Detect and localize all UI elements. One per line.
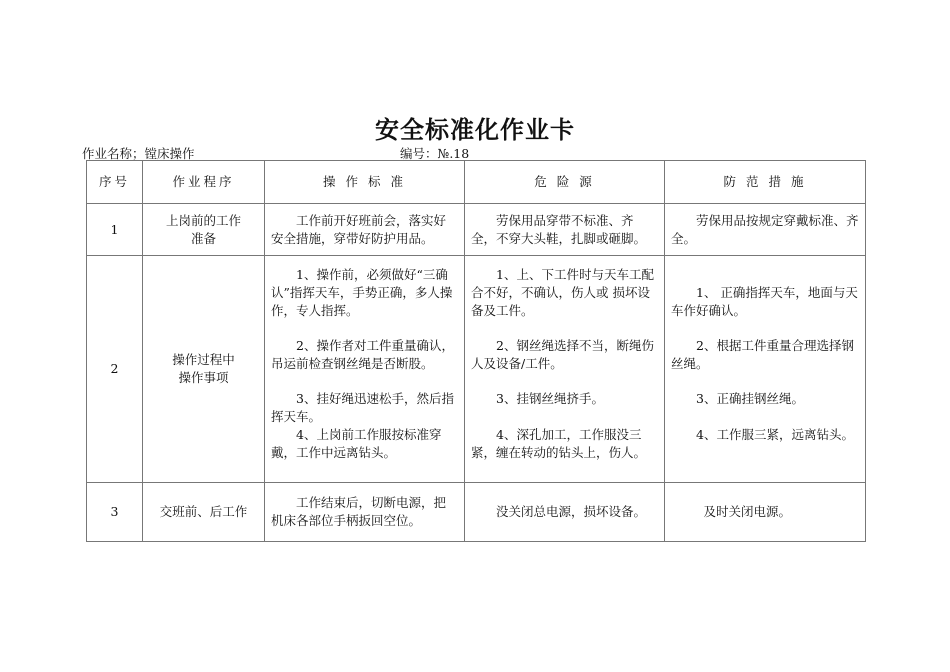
hazard-item: 2、钢丝绳选择不当，断绳伤人及设备/工件。 <box>471 338 654 371</box>
measure-item: 1、 正确指挥天车，地面与天车作好确认。 <box>671 285 858 318</box>
header-hazard: 危 险 源 <box>465 161 665 204</box>
page-title: 安全标准化作业卡 <box>375 116 575 144</box>
table-row <box>87 256 866 483</box>
row-procedure: 交班前、后工作 <box>143 483 265 542</box>
table-row <box>87 204 866 256</box>
measure-item: 4、工作服三紧，远离钻头。 <box>696 427 854 442</box>
header-procedure: 作业程序 <box>143 161 265 204</box>
header-standard: 操 作 标 准 <box>265 161 465 204</box>
header-no: 序号 <box>87 161 143 204</box>
row-measure: 劳保用品按规定穿戴标准、齐全。 <box>665 204 866 256</box>
row-procedure: 操作过程中操作事项 <box>143 256 265 483</box>
standard-item: 2、操作者对工件重量确认，吊运前检查钢丝绳是否断股。 <box>271 338 454 371</box>
row-no: 1 <box>87 204 143 256</box>
row-standard <box>265 256 465 483</box>
row-hazard: 没关闭总电源，损坏设备。 <box>465 483 665 542</box>
row-hazard: 劳保用品穿带不标准、齐全，不穿大头鞋，扎脚或砸脚。 <box>465 204 665 256</box>
hazard-item: 4、深孔加工，工作服没三紧，缠在转动的钻头上，伤人。 <box>471 427 647 460</box>
job-name: 作业名称；镗床操作 <box>82 146 195 161</box>
hazard-item: 1、上、下工件时与天车工配合不好，不确认，伤人或 损坏设备及工件。 <box>471 267 654 318</box>
table-row <box>87 483 866 542</box>
row-standard: 工作前开好班前会，落实好安全措施，穿带好防护用品。 <box>265 204 465 256</box>
row-standard: 工作结束后，切断电源，把机床各部位手柄扳回空位。 <box>265 483 465 542</box>
row-procedure: 上岗前的工作准备 <box>143 204 265 256</box>
row-no: 3 <box>87 483 143 542</box>
row-hazard <box>465 256 665 483</box>
measure-item: 3、正确挂钢丝绳。 <box>696 391 804 406</box>
standard-item: 1、操作前，必须做好“三确认”指挥天车，手势正确，多人操作，专人指挥。 <box>271 267 453 318</box>
standard-item: 4、上岗前工作服按标准穿戴，工作中远离钻头。 <box>271 427 442 460</box>
row-measure: 及时关闭电源。 <box>665 483 866 542</box>
work-card-table <box>86 160 866 542</box>
table-header-row <box>87 161 866 204</box>
row-measure <box>665 256 866 483</box>
hazard-item: 3、挂钢丝绳挤手。 <box>496 391 604 406</box>
measure-item: 2、根据工件重量合理选择钢丝绳。 <box>671 338 854 371</box>
card-number: 编号：№.18 <box>400 146 470 161</box>
header-measure: 防 范 措 施 <box>665 161 866 204</box>
row-no: 2 <box>87 256 143 483</box>
standard-item: 3、挂好绳迅速松手，然后指挥天车。 <box>271 391 454 424</box>
